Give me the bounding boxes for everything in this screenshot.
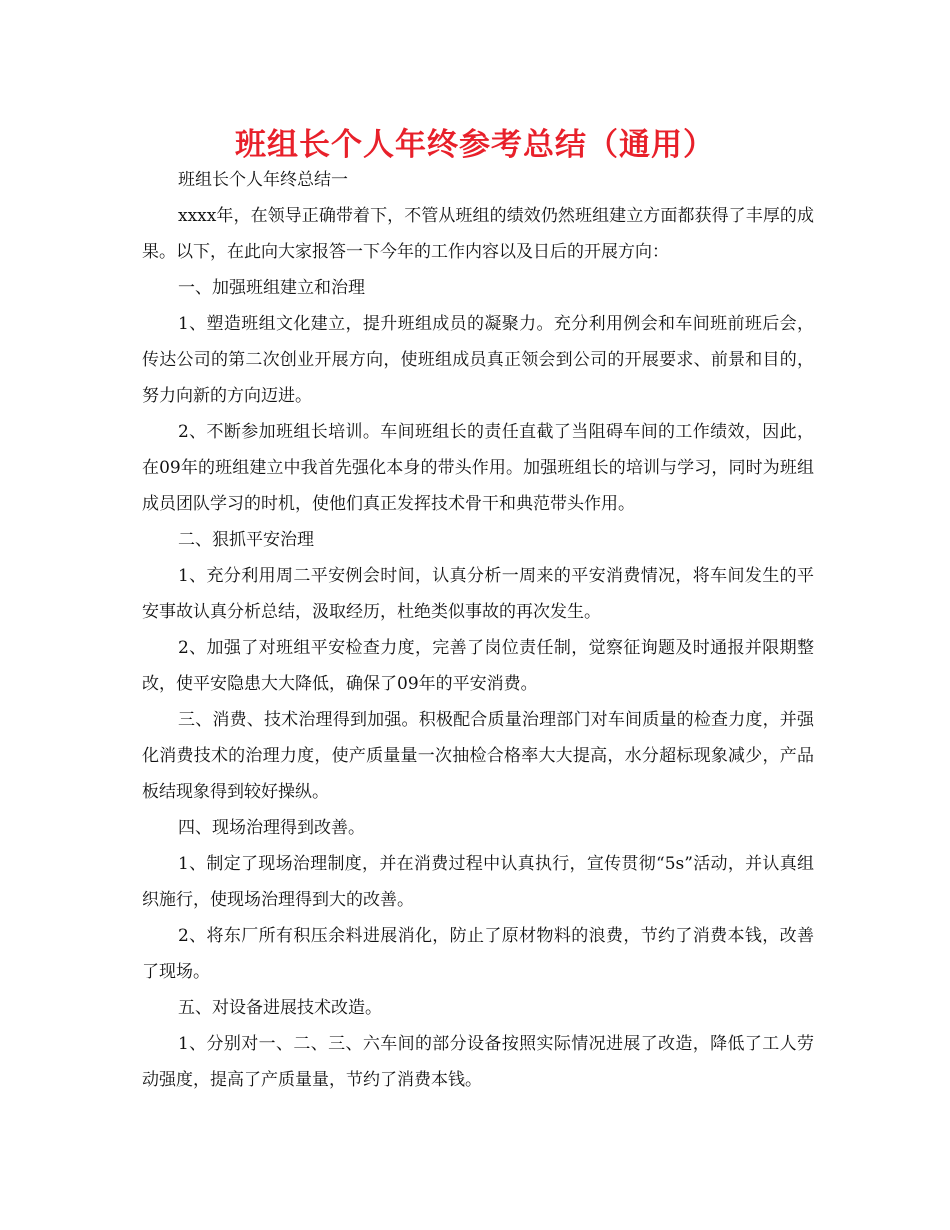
section-heading-4: 四、现场治理得到改善。 bbox=[178, 818, 365, 838]
section-heading-2: 二、狠抓平安治理 bbox=[178, 530, 314, 550]
section-heading-1: 一、加强班组建立和治理 bbox=[178, 278, 365, 298]
paragraph-intro: xxxx年，在领导正确带着下，不管从班组的绩效仍然班组建立方面都获得了丰厚的成果。以下，在此向大家报答一下今年的工作内容以及日后的开展方向： bbox=[142, 206, 814, 262]
document-title: 班组长个人年终参考总结（通用） bbox=[235, 127, 715, 163]
paragraph: 2、不断参加班组长培训。车间班组长的责任直截了当阻碍车间的工作绩效，因此，在09年的班组建立中我首先强化本身的带头作用。加强班组长的培训与学习，同时为班组成员团队学习的时机，使他们真正发挥技术骨干和典范带头作用。 bbox=[142, 422, 814, 514]
paragraph: 2、加强了对班组平安检查力度，完善了岗位责任制，觉察征询题及时通报并限期整改，使平安隐患大大降低，确保了09年的平安消费。 bbox=[142, 638, 814, 694]
section-heading-5: 五、对设备进展技术改造。 bbox=[178, 998, 382, 1018]
paragraph-subtitle: 班组长个人年终总结一 bbox=[178, 170, 348, 190]
document-body bbox=[142, 162, 814, 1098]
paragraph: 1、充分利用周二平安例会时间，认真分析一周来的平安消费情况，将车间发生的平安事故认真分析总结，汲取经历，杜绝类似事故的再次发生。 bbox=[142, 566, 814, 622]
paragraph: 1、制定了现场治理制度，并在消费过程中认真执行，宣传贯彻“5s”活动，并认真组织施行，使现场治理得到大的改善。 bbox=[142, 854, 814, 910]
paragraph: 1、分别对一、二、三、六车间的部分设备按照实际情况进展了改造，降低了工人劳动强度，提高了产质量量，节约了消费本钱。 bbox=[142, 1034, 814, 1090]
paragraph: 1、塑造班组文化建立，提升班组成员的凝聚力。充分利用例会和车间班前班后会，传达公司的第二次创业开展方向，使班组成员真正领会到公司的开展要求、前景和目的，努力向新的方向迈进。 bbox=[142, 314, 814, 406]
section-heading-3: 三、消费、技术治理得到加强。积极配合质量治理部门对车间质量的检查力度，并强化消费技术的治理力度，使产质量量一次抽检合格率大大提高，水分超标现象减少，产品板结现象得到较好操纵。 bbox=[142, 710, 814, 802]
paragraph: 2、将东厂所有积压余料进展消化，防止了原材物料的浪费，节约了消费本钱，改善了现场。 bbox=[142, 926, 814, 982]
